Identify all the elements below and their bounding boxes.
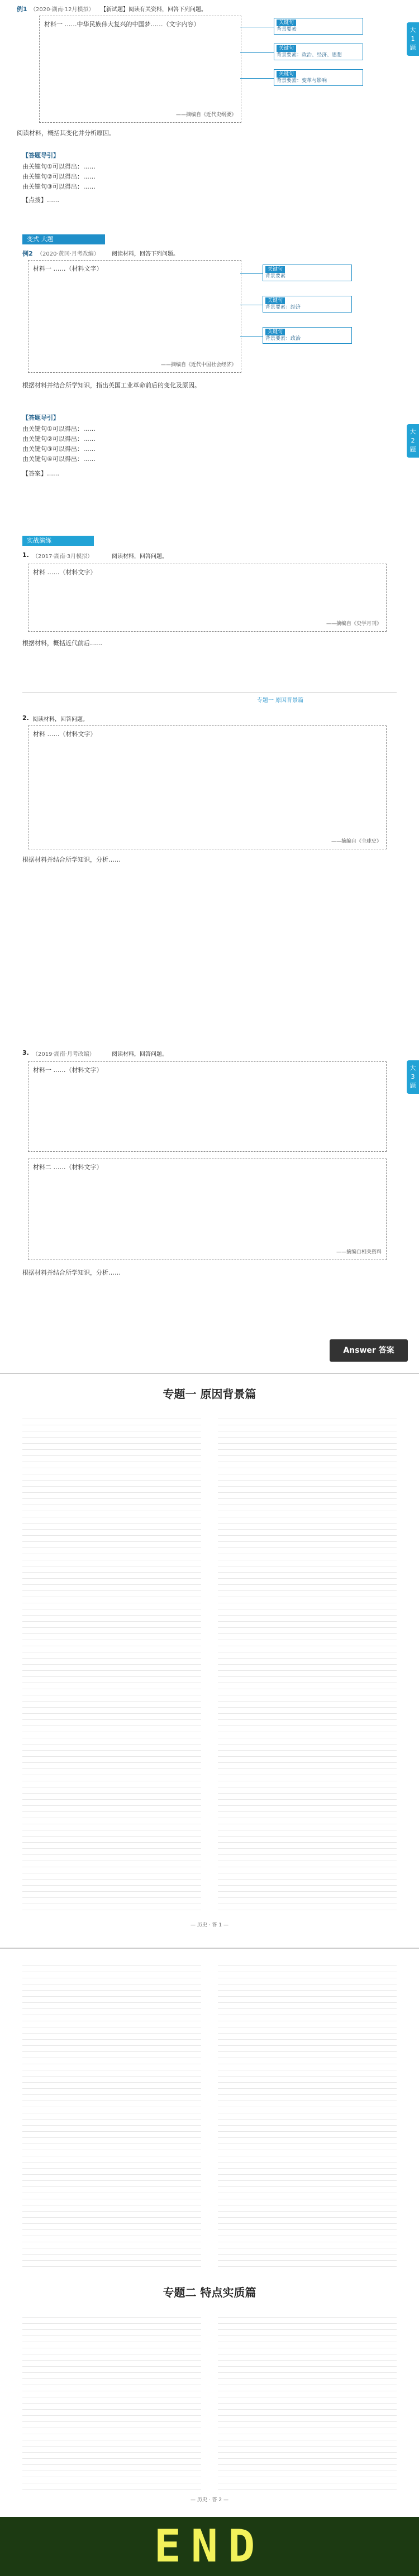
callout-5 [263,296,352,313]
callout-head: 关键句 [265,266,285,273]
callout-head: 关键句 [265,297,285,304]
practice-item-label: 1. [22,551,29,559]
tips-2-block [22,413,397,525]
practice-item-title: 阅读材料，回答问题。 [112,554,168,560]
answer-column-left [22,1960,201,2272]
answer-badge: Answer 答案 [330,1339,408,1362]
q2-question: 根据材料并结合所学知识，分析…… [22,856,121,863]
callout-text: 背景要素 [277,27,297,32]
callout-line [240,78,274,79]
material-2-box [28,260,241,373]
callout-head: 关键句 [277,20,296,26]
page-footer-1: — 历史 · 答 1 — [191,1923,228,1928]
q2-material: 材料 ……（材料文字） [33,730,97,738]
tips-1-line: 由关键句①可以得出：…… [22,163,96,170]
q3-material-2: 材料二 ……（材料文字） [33,1164,103,1171]
callout-text: 背景要素：经济 [265,305,301,310]
q2-attribution: ——摘编自《全球史》 [331,839,382,844]
q2-title: 阅读材料，回答问题。 [32,717,88,723]
example-2-label: 例2 [22,250,33,257]
tips-2-line: 由关键句②可以得出：…… [22,435,96,443]
end-text: END [154,2520,265,2572]
topic-2-title: 专题二 特点实质篇 [163,2286,256,2299]
material-2-attribution: ——摘编自《近代中国社会经济》 [160,362,236,368]
example-2-question: 根据材料并结合所学知识，指出英国工业革命前后的变化及原因。 [22,382,201,389]
side-tab-1: 大 1 题 [407,22,419,56]
example-2-source: （2020·黄冈·月考改编） [37,251,99,257]
answer-column-left [22,1413,201,1915]
material-text: 材料一 ……中华民族伟大复兴的中国梦……（文字内容） [44,21,200,28]
example-1-block [17,4,402,138]
side-tab-3: 大 3 题 [407,1060,419,1094]
example-source: （2020·湖南·12月模拟） [30,7,94,13]
tips-2-title: 【答题导引】 [22,414,59,421]
answer-column-right [218,1413,397,1915]
page-footer-2: — 历史 · 答 2 — [191,2497,228,2503]
side-tab-2: 大 2 题 [407,424,419,458]
q3-question: 根据材料并结合所学知识，分析…… [22,1269,121,1276]
callout-3 [274,69,363,86]
callout-line [240,52,274,53]
answer-column-left [22,2311,201,2490]
tips-2-line: 由关键句①可以得出：…… [22,425,96,432]
tips-1-note: 【点拨】…… [22,196,59,204]
callout-1 [274,18,363,35]
example-question: 阅读材料，概括其变化并分析原因。 [17,129,115,137]
q2-label: 2. [22,714,29,722]
q3-label: 3. [22,1049,29,1056]
callout-head: 关键句 [277,71,296,78]
tips-1-line: 由关键句③可以得出：…… [22,183,96,190]
practice-material: 材料 ……（材料文字） [33,569,97,576]
tips-1-block [22,151,397,223]
tips-1-line: 由关键句②可以得出：…… [22,173,96,180]
answer-page-1 [0,1373,419,1932]
section-2-banner: 变式 大题 [22,234,105,244]
practice-attribution: ——摘编自《史学月刊》 [326,621,382,627]
answer-page-2 [0,1948,419,2507]
practice-question: 根据材料，概括近代前后…… [22,640,102,647]
callout-text: 背景要素：变革与影响 [277,78,327,84]
answer-column-right [218,2311,397,2490]
callout-6 [263,327,352,344]
tips-2-line: 由关键句③可以得出：…… [22,445,96,453]
tips-2-line: 由关键句④可以得出：…… [22,455,96,463]
q3-material-box-2 [28,1159,387,1260]
q3-material: 材料一 ……（材料文字） [33,1066,103,1074]
divider-line [22,692,397,693]
q3-source: （2019·湖南·月考改编） [32,1051,95,1058]
material-attribution: ——摘编自《近代史纲要》 [175,112,236,118]
section-2-block [22,234,397,402]
question-3-block [22,1049,397,1317]
example-title: 【新试题】阅读有关资料，回答下列问题。 [101,7,207,13]
callout-text: 背景要素 [265,273,286,279]
q3-title: 阅读材料，回答问题。 [112,1051,168,1058]
callout-text: 背景要素：政治 [265,336,301,342]
material-2-text: 材料一 ……（材料文字） [33,265,103,272]
callout-head: 关键句 [265,329,285,335]
callout-line [240,336,263,337]
callout-text: 背景要素：政治、经济、思想 [277,52,342,58]
callout-head: 关键句 [277,45,296,52]
tips-1-title: 【答题导引】 [22,152,59,159]
practice-block [22,536,397,670]
q3-material-box-1 [28,1061,387,1152]
topic-divider-label: 专题一 原因背景篇 [257,698,304,704]
answer-column-right [218,1960,397,2272]
tips-2-note: 【答案】…… [22,470,59,477]
example-2-title: 阅读材料，回答下列问题。 [112,251,179,257]
example-label: 例1 [17,6,27,13]
question-2-block [22,714,397,882]
q2-material-box [28,725,387,849]
callout-line [240,273,263,274]
practice-material-box [28,564,387,632]
practice-item-source: （2017·湖南·3月模拟） [32,554,93,560]
material-box [39,16,241,123]
topic-1-title: 专题一 原因背景篇 [163,1387,256,1401]
callout-2 [274,44,363,60]
q3-attribution: ——摘编自相关资料 [336,1249,382,1255]
practice-banner: 实战演练 [22,536,94,546]
end-banner [0,2517,419,2576]
callout-4 [263,265,352,281]
